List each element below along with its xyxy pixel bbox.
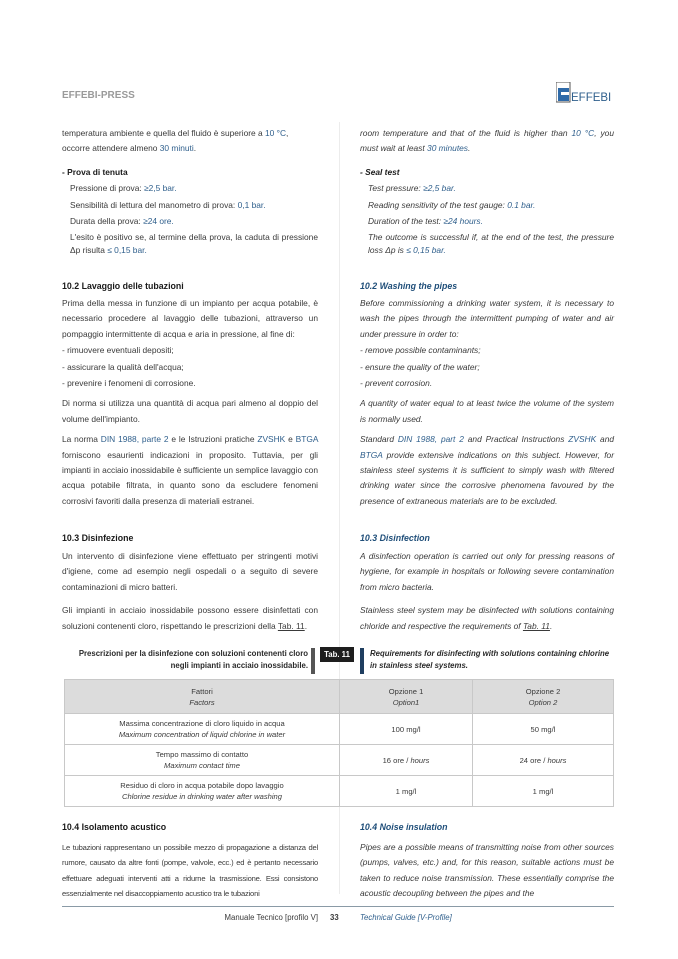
seal-test-en: - Seal test Test pressure: ≥2,5 bar. Reading sensitivity of the test gauge: 0.1 bar. Duration of the test: ≥24 hours. The outcome is successful if, at the end of the test, the pressure loss Δp is ≤ 0,15 bar. (360, 167, 614, 255)
table-tag: Tab. 11 (320, 647, 354, 662)
section-heading-10-2-it: 10.2 Lavaggio delle tubazioni (62, 281, 184, 291)
washing-section-it: Prima della messa in funzione di un impianto per acqua potabile, è necessario procedere al lavaggio delle tubazioni, attraverso un pompaggio intermittente di acqua e aria in pressione, al fine di: - rimuovere eventuali depositi; - assicurare la qualità dell'acqua; - prevenire i fenomeni di corrosione. Di norma si utilizza una quantità di acqua pari almeno al doppio del volume dell'impianto. La norma DIN 1988, parte 2 e le Istruzioni pratiche ZVSHK e BTGA forniscono esaurienti indicazioni in proposito. Tuttavia, per gli impianti in acciaio inossidabile è sufficiente un semplice lavaggio con acqua potabile filtrata, in quanto sono da escludere fenomeni corrosivi favoriti dalla presenza di materiali estranei. (62, 298, 319, 506)
footer-rule (62, 906, 614, 907)
disinfection-table (64, 679, 614, 807)
section-heading-10-4-it: 10.4 Isolamento acustico (62, 822, 167, 832)
washing-section-en: Before commissioning a drinking water system, it is necessary to wash the pipes through the intermittent pumping of water and air under pressure in order to: - remove possible contaminants; - ensure the quality of the water; - prevent corrosion. A quantity of water equal to at least twice the volume of the system is normally used. Standard DIN 1988, part 2 and Practical Instructions ZVSHK and BTGA provide extensive indications on this subject. However, for stainless steel systems it is sufficient to simply wash with filtered drinking water since the corrosive phenomena favoured by the presence of extraneous materials are to be excluded. (360, 298, 615, 506)
tab-11-link[interactable]: Tab. 11 (277, 620, 305, 631)
table-caption-en: Requirements for disinfecting with solutions containing chlorine in stainless steel systems. (370, 649, 610, 670)
table-header-row: Fattori Factors Opzione 1 Option1 Opzione 2 Option 2 (65, 680, 614, 714)
table-row: Massima concentrazione di cloro liquido in acqua Maximum concentration of liquid chlorine in water 100 mg/l 50 mg/l (65, 714, 614, 745)
section-heading-10-3-en: 10.3 Disinfection (360, 533, 430, 543)
tab-11-link-en[interactable]: Tab. 11 (522, 620, 550, 631)
section-heading-10-2-en: 10.2 Washing the pipes (360, 281, 458, 291)
footer-left: Manuale Tecnico [profilo V] (224, 913, 318, 922)
seal-test-it: - Prova di tenuta Pressione di prova: ≥2,5 bar. Sensibilità di lettura del manometro di prova: 0,1 bar. Durata della prova: ≥24 ore. L'esito è positivo se, al termine della prova, la caduta di pressione Δp risulta ≤ 0,15 bar. (62, 167, 318, 255)
disinfection-section-en: A disinfection operation is carried out only for pressing reasons of hygiene, for example in hospitals or following severe contamination from micro bacteria. Stainless steel system may be disinfected with solutions containing chloride and respective the requirements of Tab. 11. (360, 551, 614, 631)
section-heading-10-4-en: 10.4 Noise insulation (360, 822, 448, 832)
table-row: Tempo massimo di contatto Maximum contact time 16 ore / hours 24 ore / hours (65, 745, 614, 776)
caption-bar (311, 648, 315, 674)
noise-section-it: Le tubazioni rappresentano un possibile mezzo di propagazione a distanza del rumore, causato da altre fonti (pompe, valvole, ecc.) ed è pertanto necessario effettuare adeguati interventi atti a ridurne la trasmissione. Essi consistono essenzialmente nel disaccoppiamento acustico tra le tubazioni (62, 843, 318, 899)
page-number: 33 (330, 913, 339, 922)
table-caption-it: Prescrizioni per la disinfezione con soluzioni contenenti cloro negli impianti in acciaio inossidabile. (78, 649, 308, 670)
disinfection-section-it: Un intervento di disinfezione viene effettuato per stringenti motivi d'igiene, come ad esempio negli ospedali o a seguito di severe contaminazioni di micro batteri. Gli impianti in acciaio inossidabile possono essere disinfettati con soluzioni contenenti cloro, rispettando le prescrizioni della Tab. 11. (62, 551, 318, 631)
svg-text:EFFEBI: EFFEBI (571, 92, 612, 104)
intro-paragraph-en: room temperature and that of the fluid is higher than 10 °C, you must wait at least 30 minutes. (360, 128, 614, 154)
caption-bar-en (360, 648, 364, 674)
footer-right: Technical Guide [V-Profile] (360, 913, 452, 922)
effebi-logo (556, 82, 616, 104)
table-row: Residuo di cloro in acqua potabile dopo lavaggio Chlorine residue in drinking water after washing 1 mg/l 1 mg/l (65, 776, 614, 807)
intro-paragraph-it: temperatura ambiente e quella del fluido è superiore a 10 °C, occorre attendere almeno 30 minuti. (62, 128, 289, 154)
logo-mark-icon (556, 82, 616, 104)
noise-section-en: Pipes are a possible means of transmitting noise from other sources (pumps, valves, etc.) and, for this reason, suitable actions must be taken to reduce noise transmission. These essentially comprise the acoustic decoupling between the pipes and the (360, 842, 614, 899)
header-title: EFFEBI-PRESS (62, 90, 135, 101)
section-heading-10-3-it: 10.3 Disinfezione (62, 533, 134, 543)
